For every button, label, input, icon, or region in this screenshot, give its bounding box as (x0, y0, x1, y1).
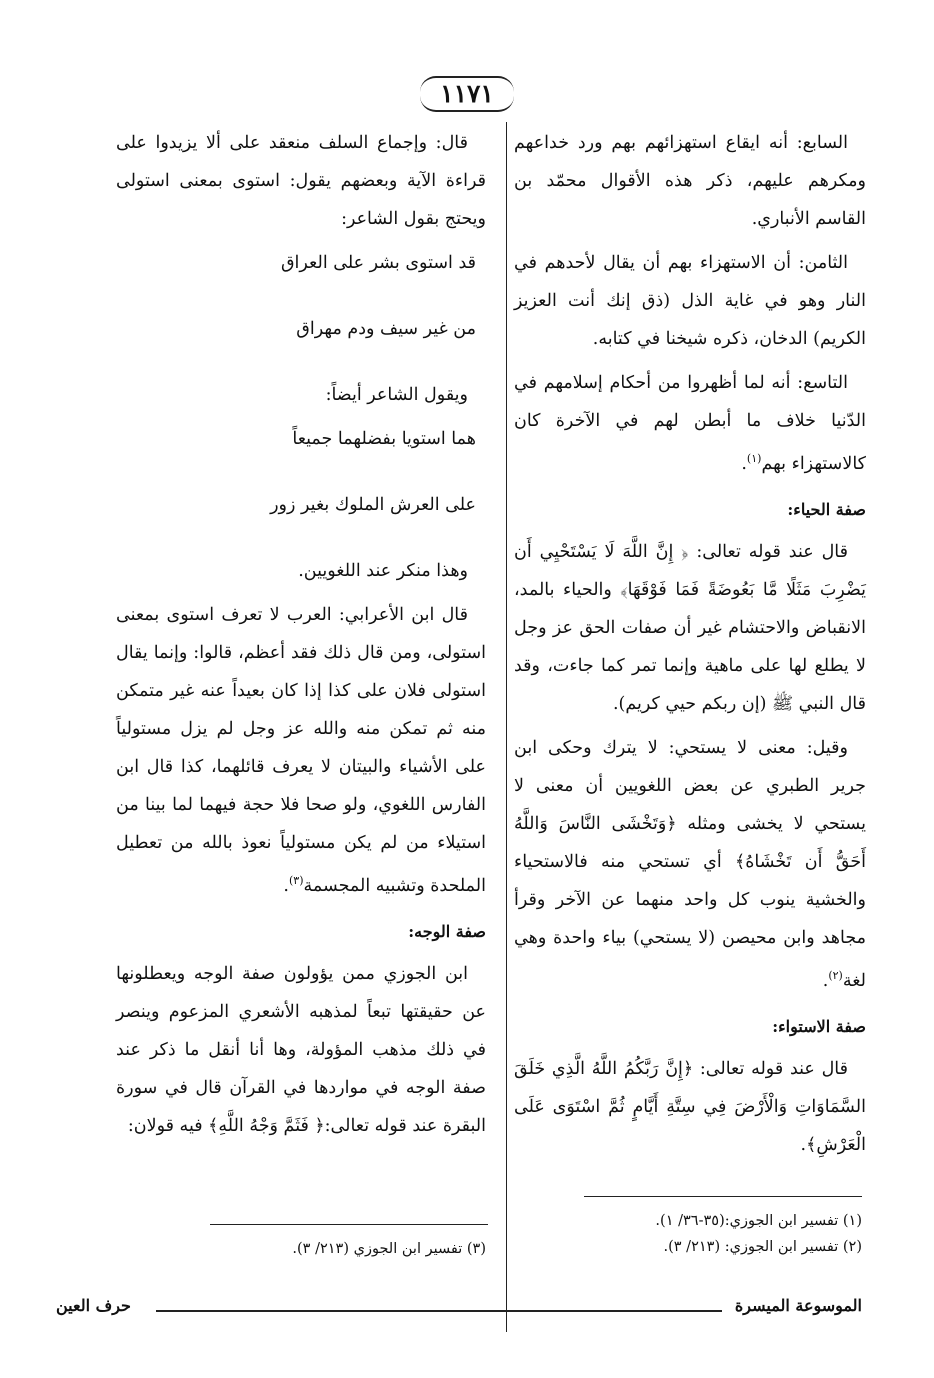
footnote-rule (584, 1196, 862, 1197)
page-footer (56, 1296, 862, 1322)
paragraph: ابن الجوزي ممن يؤولون صفة الوجه ويعطلونها عن حقيقتها تبعاً لمذهبه الأشعري المزعوم وينصر في ذلك مذهب المؤولة، وها أنا أنقل ما ذكر عند صفة الوجه في مواردها في القرآن قال في سورة البقرة عند قوله تعالى:﴿ فَثَمَّ وَجْهُ اللَّهِ﴾ فيه قولان: (116, 963, 486, 1136)
paragraph: قال: وإجماع السلف منعقد على ألا يزيدوا على قراءة الآية وبعضهم يقول: استوى بمعنى استولى ويحتج بقول الشاعر: (116, 133, 486, 229)
paragraph: السابع: أنه ايقاع استهزائهم بهم ورد خداعهم ومكرهم عليهم، ذكر هذه الأقوال محمّد بن القاسم الأنباري. (514, 133, 866, 229)
footer-rule (156, 1310, 556, 1312)
footnote: (٣) تفسير ابن الجوزي (٢١٣/ ٣). (292, 1241, 486, 1257)
page-number-text: ١١٧١ (420, 76, 514, 112)
paragraph-text: التاسع: أنه لما أظهروا من أحكام إسلامهم في الدّنيا خلاف ما أبطن لهم في الآخرة كان كالاستهزاء بهم (514, 373, 866, 474)
paragraph-text: قال ابن الأعرابي: العرب لا تعرف استوى بمعنى استولى، ومن قال ذلك فقد أعظم، قالوا: وإنما يقال استولى فلان على كذا إذا كان بعيداً عنه غير متمكن منه ثم تمكن منه والله عز وجل لم يزل مستولياً على الأشياء والبيتان لا يعرف قائلهما، كذا قال ابن الفارس اللغوي، ولو صحا فلا حجة فيهما لما بينا من استيلاء من لم يكن مستولياً نعوذ بالله من تعطيل الملحدة وتشبيه المجسمة (116, 605, 486, 896)
poem-line: من غير سيف ودم مهراق (296, 319, 476, 339)
paragraph: الثامن: أن الاستهزاء بهم أن يقال لأحدهم في النار وهو في غاية الذل (ذق إنك أنت العزيز الكريم) الدخان، ذكره شيخنا في كتابه. (514, 253, 866, 349)
paragraph-text: وقيل: معنى لا يستحي: لا يترك وحكى ابن جرير الطبري عن بعض اللغويين أن معنى لا يستحي لا يخشى ومثله ﴿وَتَخْشَى النَّاسَ وَاللَّهُ أَحَقُّ أَن تَخْشَاهُ﴾ أي تستحي منه فالاستحياء والخشية ينوب كل واحد منهما عن الآخر وقرأ مجاهد وابن محيصن (لا يستحي) بياء واحدة وهي لغة (514, 737, 866, 991)
footnotes-left (116, 1236, 486, 1262)
column-divider (506, 122, 507, 1332)
page-number (0, 76, 934, 112)
paragraph: قال عند قوله تعالى: ﴿ إِنَّ اللَّهَ لَا يَسْتَحْيِي أَن يَضْرِبَ مَثَلًا مَّا بَعُوضَةً فَمَا فَوْقَهَا﴾ والحياء بالمد، الانقباض والاحتشام غير أن صفات الحق عز وجل لا يطلع لها على ماهية وإنما تمر كما جاءت، وقد قال النبي ﷺ (إن ربكم حيي كريم). (514, 541, 866, 714)
paragraph: وهذا منكر عند اللغويين. (298, 561, 468, 581)
section-heading: صفة الحياء: (787, 499, 866, 519)
paragraph: قال ابن الأعرابي: العرب لا تعرف استوى بمعنى استولى، ومن قال ذلك فقد أعظم، قالوا: وإنما يقال استولى فلان على كذا إذا كان بعيداً عنه غير متمكن منه ثم تمكن منه والله عز وجل لم يزل مستولياً على الأشياء والبيتان لا يعرف قائلهما، كذا قال ابن الفارس اللغوي، ولو صحا فلا حجة فيهما لما بينا من استيلاء من لم يكن مستولياً نعوذ بالله من تعطيل الملحدة وتشبيه المجسمة$^{(٣)}$. (116, 605, 486, 896)
poem-line: هما استويا بفضلهما جميعاً (292, 429, 476, 449)
right-column (514, 124, 866, 1170)
footer-book-title: الموسوعة الميسرة (734, 1296, 862, 1315)
footnote-ref: (٢) (828, 968, 843, 982)
left-column (116, 124, 486, 1151)
footnote-rule (210, 1224, 488, 1225)
paragraph: التاسع: أنه لما أظهروا من أحكام إسلامهم في الدّنيا خلاف ما أبطن لهم في الآخرة كان كالاستهزاء بهم$^{(١)}$. (514, 373, 866, 474)
poem-line: على العرش الملوك بغير زور (270, 495, 476, 515)
footer-section: حرف العين (56, 1296, 131, 1315)
footer-rule (542, 1310, 722, 1312)
section-heading: صفة الاستواء: (772, 1016, 866, 1036)
poem (116, 244, 486, 348)
poem-line: قد استوى بشر على العراق (280, 253, 476, 273)
section-heading: صفة الوجه: (408, 921, 486, 941)
footnote: (٢) تفسير ابن الجوزي: (٢١٣/ ٣). (663, 1239, 862, 1255)
paragraph: وقيل: معنى لا يستحي: لا يترك وحكى ابن جرير الطبري عن بعض اللغويين أن معنى لا يستحي لا يخشى ومثله ﴿وَتَخْشَى النَّاسَ وَاللَّهُ أَحَقُّ أَن تَخْشَاهُ﴾ أي تستحي منه فالاستحياء والخشية ينوب كل واحد منهما عن الآخر وقرأ مجاهد وابن محيصن (لا يستحي) بياء واحدة وهي لغة$^{(٢)}$. (514, 737, 866, 991)
footnotes-right (522, 1208, 862, 1260)
footnote-ref: (٣) (289, 874, 304, 887)
footnote-ref: (١) (746, 452, 762, 465)
footnote: (١) تفسير ابن الجوزي:(٣٥-٣٦/ ١). (655, 1213, 862, 1229)
paragraph: قال عند قوله تعالى: ﴿إِنَّ رَبَّكُمُ اللَّهُ الَّذِي خَلَقَ السَّمَاوَاتِ وَالْأَرْضَ فِي سِتَّةِ أَيَّامٍ ثُمَّ اسْتَوَى عَلَى الْعَرْشِ﴾. (514, 1058, 866, 1155)
poem (116, 420, 486, 524)
paragraph: ويقول الشاعر أيضاً: (325, 385, 468, 405)
